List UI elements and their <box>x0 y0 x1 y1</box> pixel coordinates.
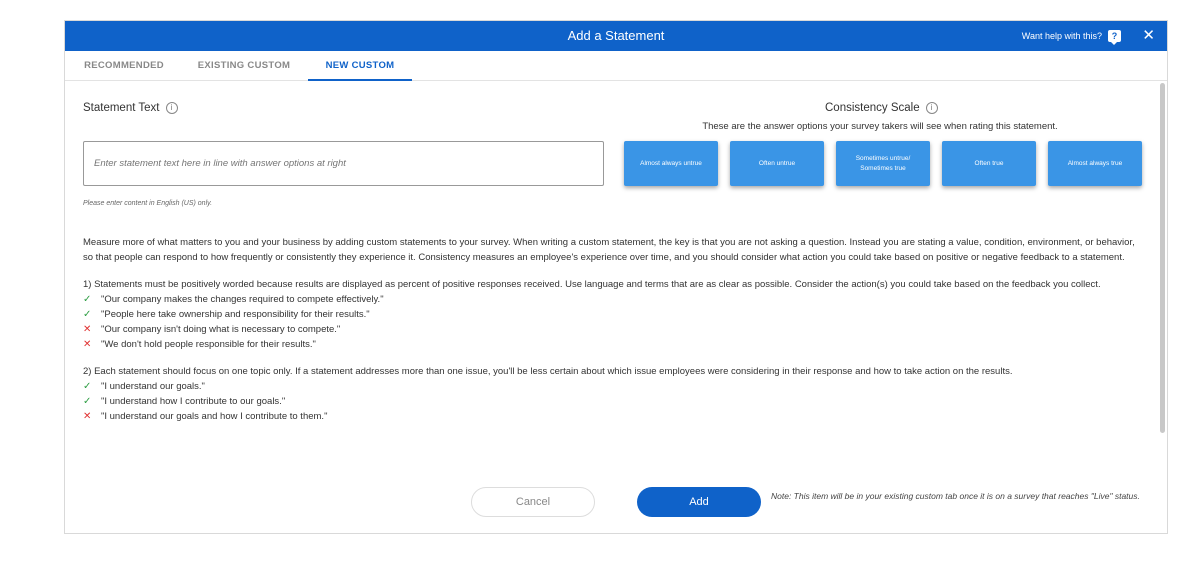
example-row <box>83 337 1141 352</box>
rule-2 <box>83 364 1141 424</box>
tab-recommended[interactable]: RECOMMENDED <box>84 60 164 71</box>
guidance-intro: Measure more of what matters to you and your business by adding custom statements to your survey. When writing a custom statement, the key is that you are not asking a question. Instead you are stating a value, condition, environment, or behavior, so that people can respond to how frequently or consistently they experience it. Consistency measures an employee's experience over time, and you should consider what action you could take based on positive or negative feedback to a statement. <box>83 237 1135 263</box>
statement-text-label <box>83 102 178 114</box>
close-icon[interactable]: ✕ <box>1142 27 1155 44</box>
help-link[interactable] <box>1022 21 1121 51</box>
cross-icon: ✕ <box>83 339 92 350</box>
example-row <box>83 307 1141 322</box>
scale-label-text: Consistency Scale <box>825 102 920 114</box>
example-row <box>83 394 1141 409</box>
example-row <box>83 379 1141 394</box>
scale-option-often-true[interactable]: Often true <box>942 141 1036 186</box>
tab-new-custom[interactable]: NEW CUSTOM <box>308 51 412 81</box>
info-icon[interactable]: i <box>926 102 938 114</box>
footer-note: Note: This item will be in your existing custom tab once it is on a survey that reaches "Live" status. <box>771 491 1140 501</box>
language-note: Please enter content in English (US) only. <box>83 200 213 207</box>
example-text: "I understand our goals." <box>101 381 205 392</box>
tab-existing-custom[interactable]: EXISTING CUSTOM <box>197 60 291 71</box>
example-text: "I understand how I contribute to our goals." <box>101 396 286 407</box>
dialog-title: Add a Statement <box>567 28 665 43</box>
scale-option-almost-always-true[interactable]: Almost always true <box>1048 141 1142 186</box>
dialog-header <box>65 21 1167 51</box>
check-icon: ✓ <box>83 294 92 305</box>
check-icon: ✓ <box>83 309 92 320</box>
tab-bar <box>65 51 1167 81</box>
scale-option-often-untrue[interactable]: Often untrue <box>730 141 824 186</box>
example-text: "We don't hold people responsible for their results." <box>101 339 316 350</box>
rule-1-text: 1) Statements must be positively worded because results are displayed as percent of positive responses received. Use language and terms that are as clear as possible. Consider the action(s) you could take based on the feedback you collect. <box>83 279 1101 290</box>
statement-label-text: Statement Text <box>83 102 160 114</box>
scroll-fade <box>65 461 1167 473</box>
check-icon: ✓ <box>83 381 92 392</box>
help-label: Want help with this? <box>1021 31 1102 41</box>
cross-icon: ✕ <box>83 324 92 335</box>
add-button[interactable]: Add <box>637 487 761 517</box>
example-row <box>83 292 1141 307</box>
rule-2-text: 2) Each statement should focus on one topic only. If a statement addresses more than one issue, you'll be less certain about which issue employees were considering in their response and how to take action on the results. <box>83 366 1013 377</box>
example-text: "Our company isn't doing what is necessary to compete." <box>101 324 341 335</box>
guidance-text <box>83 235 1141 436</box>
example-row <box>83 322 1141 337</box>
scrollbar[interactable] <box>1160 83 1165 433</box>
example-row <box>83 409 1141 424</box>
scale-subtitle: These are the answer options your survey takers will see when rating this statement. <box>702 121 1058 132</box>
cross-icon: ✕ <box>83 411 92 422</box>
check-icon: ✓ <box>83 396 92 407</box>
consistency-scale-label <box>825 102 938 114</box>
example-text: "I understand our goals and how I contribute to them." <box>101 411 328 422</box>
example-text: "Our company makes the changes required to compete effectively." <box>101 294 384 305</box>
info-icon[interactable]: i <box>166 102 178 114</box>
statement-input[interactable] <box>83 141 604 186</box>
scale-option-almost-always-untrue[interactable]: Almost always untrue <box>624 141 718 186</box>
example-text: "People here take ownership and responsibility for their results." <box>101 309 370 320</box>
scale-options <box>624 141 1142 186</box>
help-icon: ? <box>1108 30 1121 42</box>
rule-1 <box>83 277 1141 352</box>
add-statement-dialog <box>64 20 1168 534</box>
cancel-button[interactable]: Cancel <box>471 487 595 517</box>
scale-option-sometimes[interactable]: Sometimes untrue/ Sometimes true <box>836 141 930 186</box>
